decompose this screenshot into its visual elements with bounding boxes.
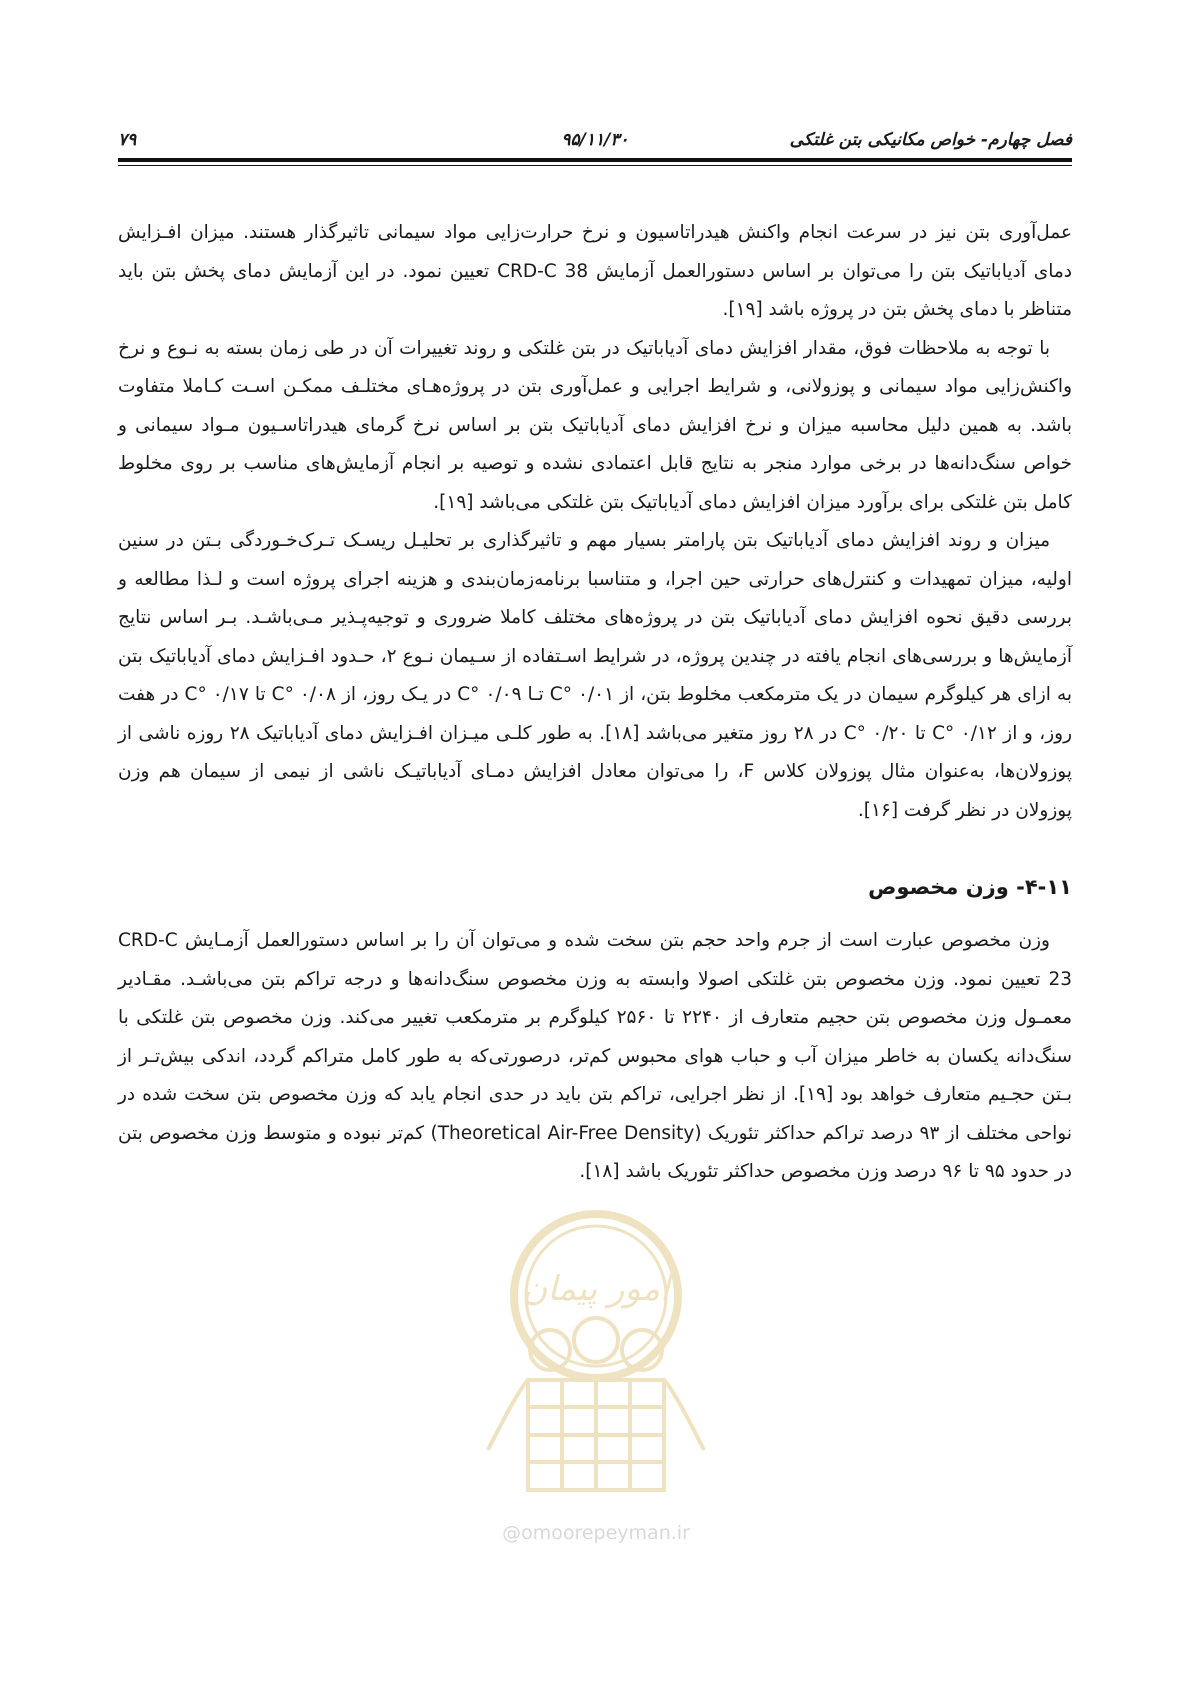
watermark-seal-icon [458,1200,734,1520]
watermark-site: @omoorepeyman.ir [502,1522,690,1544]
page-number: ۷۹ [118,130,137,150]
header-rule-thin [118,165,1072,166]
header-date: ۹۵/۱۱/۳۰ [561,130,629,150]
paragraph-1: عمل‌آوری بتن نیز در سرعت انجام واکنش هیدراتاسیون و نرخ حرارت‌زایی مواد سیمانی تاثیرگذار هستند. میزان افـزایش دمای آدیاباتیک بتن را می‌توان بر اساس دستورالعمل آزمایش CRD-C 38 تعیین نمود. در این آزمایش دمای پخش بتن باید متناظر با دمای پخش بتن در پروژه باشد [۱۹]. [118,222,1073,320]
chapter-title: فصل چهارم- خواص مکانیکی بتن غلتکی [789,130,1072,150]
section-paragraph: وزن مخصوص عبارت است از جرم واحد حجم بتن سخت شده و می‌توان آن را بر اساس دستورالعمل آزمـایش CRD-C 23 تعیین نمود. وزن مخصوص بتن غلتکی اصولا وابسته به وزن مخصوص سنگ‌دانه‌ها و درجه تراکم بتن می‌باشـد. مقـادیر معمـول وزن مخصوص بتن حجیم متعارف از ۲۲۴۰ تا ۲۵۶۰ کیلوگرم بر مترمکعب تغییر می‌کند. وزن مخصوص بتن غلتکی با سنگ‌دانه یکسان به خاطر میزان آب و حباب هوای محبوس کم‌تر، درصورتی‌که به طور کامل متراکم گردد، اندکی بیش‌تـر از بـتن حجـیم متعارف خواهد بود [۱۹]. از نظر اجرایی، تراکم بتن باید در حدی انجام یابد که وزن مخصوص بتن سخت شده در نواحی مختلف از ۹۳ درصد تراکم حداکثر تئوریک (Theoretical Air-Free Density) کم‌تر نبوده و متوسط وزن مخصوص بتن در حدود ۹۵ تا ۹۶ درصد وزن مخصوص حداکثر تئوریک باشد [۱۸]. [118,930,1073,1182]
paragraph-2: با توجه به ملاحظات فوق، مقدار افزایش دمای آدیاباتیک در بتن غلتکی و روند تغییرات آن در طی زمان بسته به نـوع و نرخ واکنش‌زایی مواد سیمانی و پوزولانی، و شرایط اجرایی و عمل‌آوری بتن در پروژه‌هـای مختلـف ممکـن اسـت کـاملا متفاوت باشد. به همین دلیل محاسبه میزان و نرخ افزایش دمای آدیاباتیک بتن بر اساس نرخ گرمای هیدراتاسـیون مـواد سیمانی و خواص سنگ‌دانه‌ها در برخی موارد منجر به نتایج قابل اعتمادی نشده و توصیه بر انجام آزمایش‌های مناسب بر روی مخلوط کامل بتن غلتکی برای برآورد میزان افزایش دمای آدیاباتیک بتن غلتکی می‌باشد [۱۹]. [118,337,1072,513]
paragraph-3: میزان و روند افزایش دمای آدیاباتیک بتن پارامتر بسیار مهم و تاثیرگذاری بر تحلیـل ریسـک تـرک‌خـوردگی بـتن در سنین اولیه، میزان تمهیدات و کنترل‌های حرارتی حین اجرا، و متناسبا برنامه‌زمان‌بندی و هزینه اجرای پروژه است و لـذا مطالعه و بررسی دقیق نحوه افزایش دمای آدیاباتیک بتن در پروژه‌های مختلف کاملا ضروری و توجیه‌پـذیر مـی‌باشـد. بـر اساس نتایج آزمایش‌ها و بررسی‌های انجام یافته در چندین پروژه، در شرایط اسـتفاده از سـیمان نـوع ۲، حـدود افـزایش دمای آدیاباتیک بتن به ازای هر کیلوگرم سیمان در یک مترمکعب مخلوط بتن، از ۰/۰۱ °C تـا ۰/۰۹ °C در یـک روز، از ۰/۰۸ °C تا ۰/۱۷ °C در هفت روز، و از ۰/۱۲ °C تا ۰/۲۰ °C در ۲۸ روز متغیر می‌باشد [۱۸]. به طور کلـی میـزان افـزایش دمای آدیاباتیک ۲۸ روزه ناشی از پوزولان‌ها، به‌عنوان مثال پوزولان کلاس F، را می‌توان معادل افزایش دمـای آدیاباتیـک ناشی از نیمی از سیمان هم وزن پوزولان در نظر گرفت [۱۶]. [118,530,1073,821]
header-rule-thick [118,158,1072,162]
watermark-logo-text: امور پیمان [522,1269,670,1309]
section-heading: ۴-۱۱- وزن مخصوص [868,875,1072,899]
watermark-logo [458,1200,734,1560]
body-text [118,214,1072,1192]
page-header [118,126,1072,152]
